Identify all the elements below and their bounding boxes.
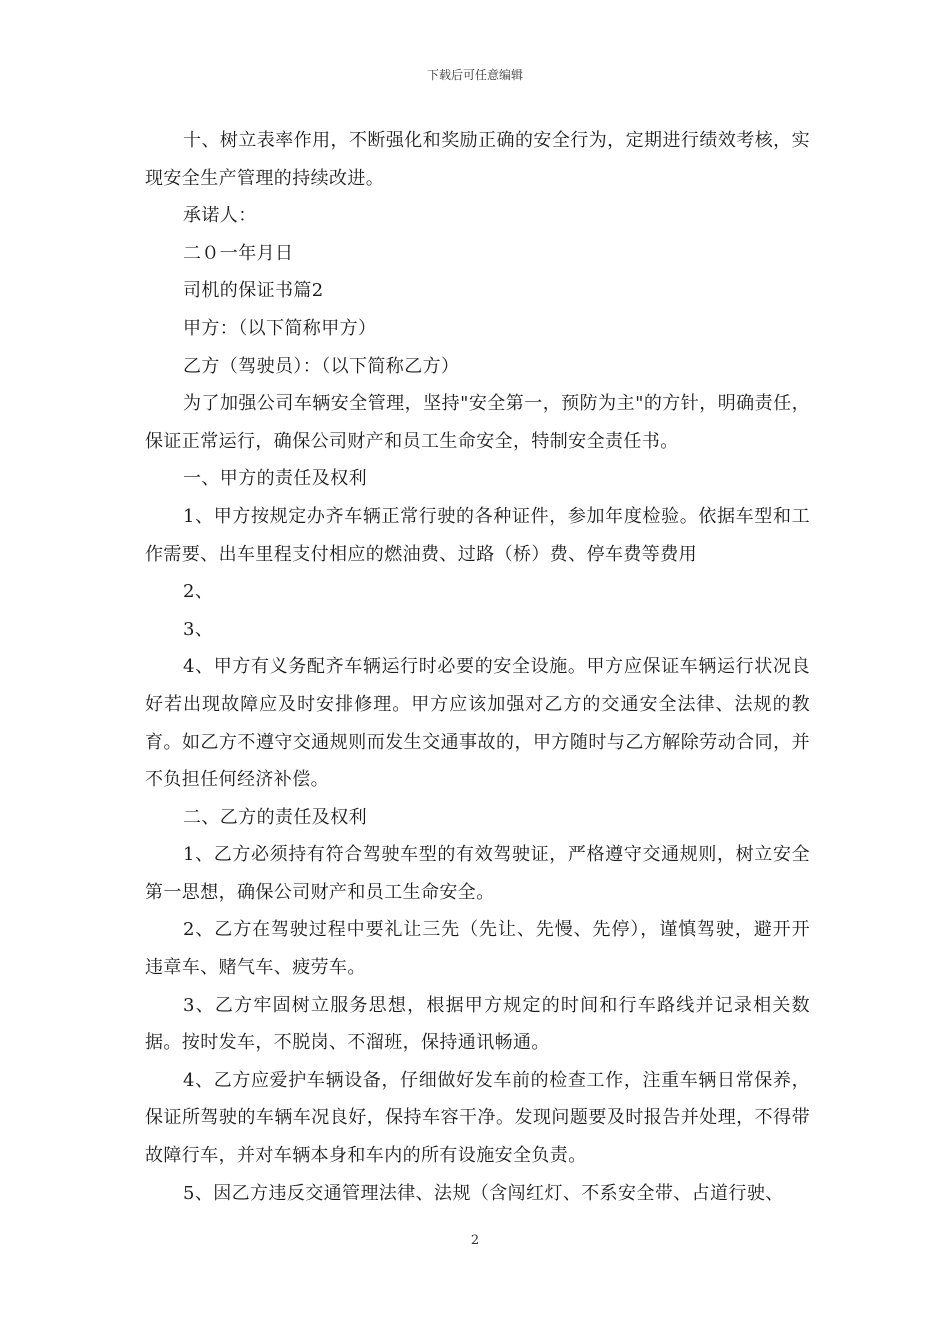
paragraph-b-item-5: 5、因乙方违反交通管理法律、法规（含闯红灯、不系安全带、占道行驶、	[183, 1182, 784, 1204]
paragraph-a-item-1: 1、甲方按规定办齐车辆正常行驶的各种证件，参加年度检验。依据车型和工作需要、出车里程支付相应的燃油费、过路（桥）费、停车费等费用	[145, 505, 810, 565]
heading-party-a-duties: 一、甲方的责任及权利	[183, 468, 367, 490]
paragraph-b-item-3: 3、乙方牢固树立服务思想，根据甲方规定的时间和行车路线并记录相关数据。按时发车，不脱岗、不溜班，保持通讯畅通。	[145, 994, 810, 1054]
paragraph-a-item-4: 4、甲方有义务配齐车辆运行时必要的安全设施。甲方应保证车辆运行状况良好若出现故障应及时安排修理。甲方应该加强对乙方的交通安全法律、法规的教育。如乙方不遵守交通规则而发生交通事故的，甲方随时与乙方解除劳动合同，并不负担任何经济补偿。	[145, 656, 810, 791]
document-body	[145, 122, 810, 1212]
paragraph-b-item-2: 2、乙方在驾驶过程中要礼让三先（先让、先慢、先停），谨慎驾驶，避开开违章车、赌气车、疲劳车。	[145, 919, 810, 979]
paragraph-commitment-10: 十、树立表率作用，不断强化和奖励正确的安全行为，定期进行绩效考核，实现安全生产管理的持续改进。	[145, 130, 810, 189]
paragraph-party-b: 乙方（驾驶员）：（以下简称乙方）	[183, 355, 460, 377]
paragraph-purpose: 为了加强公司车辆安全管理，坚持"安全第一，预防为主"的方针，明确责任，保证正常运行，确保公司财产和员工生命安全，特制安全责任书。	[145, 393, 810, 452]
paragraph-party-a: 甲方：（以下简称甲方）	[183, 317, 377, 339]
paragraph-b-item-1: 1、乙方必须持有符合驾驶车型的有效驾驶证，严格遵守交通规则，树立安全第一思想，确保公司财产和员工生命安全。	[145, 844, 810, 903]
paragraph-date: 二０一年月日	[183, 242, 294, 264]
paragraph-a-item-3: 3、	[183, 618, 214, 640]
heading-party-b-duties: 二、乙方的责任及权利	[183, 806, 367, 828]
section-title: 司机的保证书篇2	[183, 280, 324, 302]
page-number: 2	[470, 1233, 480, 1248]
paragraph-b-item-4: 4、乙方应爱护车辆设备，仔细做好发车前的检查工作，注重车辆日常保养，保证所驾驶的车辆车况良好，保持车容干净。发现问题要及时报告并处理，不得带故障行车，并对车辆本身和车内的所有设施安全负责。	[145, 1069, 810, 1167]
paragraph-a-item-2: 2、	[183, 581, 214, 603]
page-header-note: 下载后可任意编辑	[426, 68, 523, 82]
paragraph-promisor: 承诺人：	[183, 205, 257, 227]
